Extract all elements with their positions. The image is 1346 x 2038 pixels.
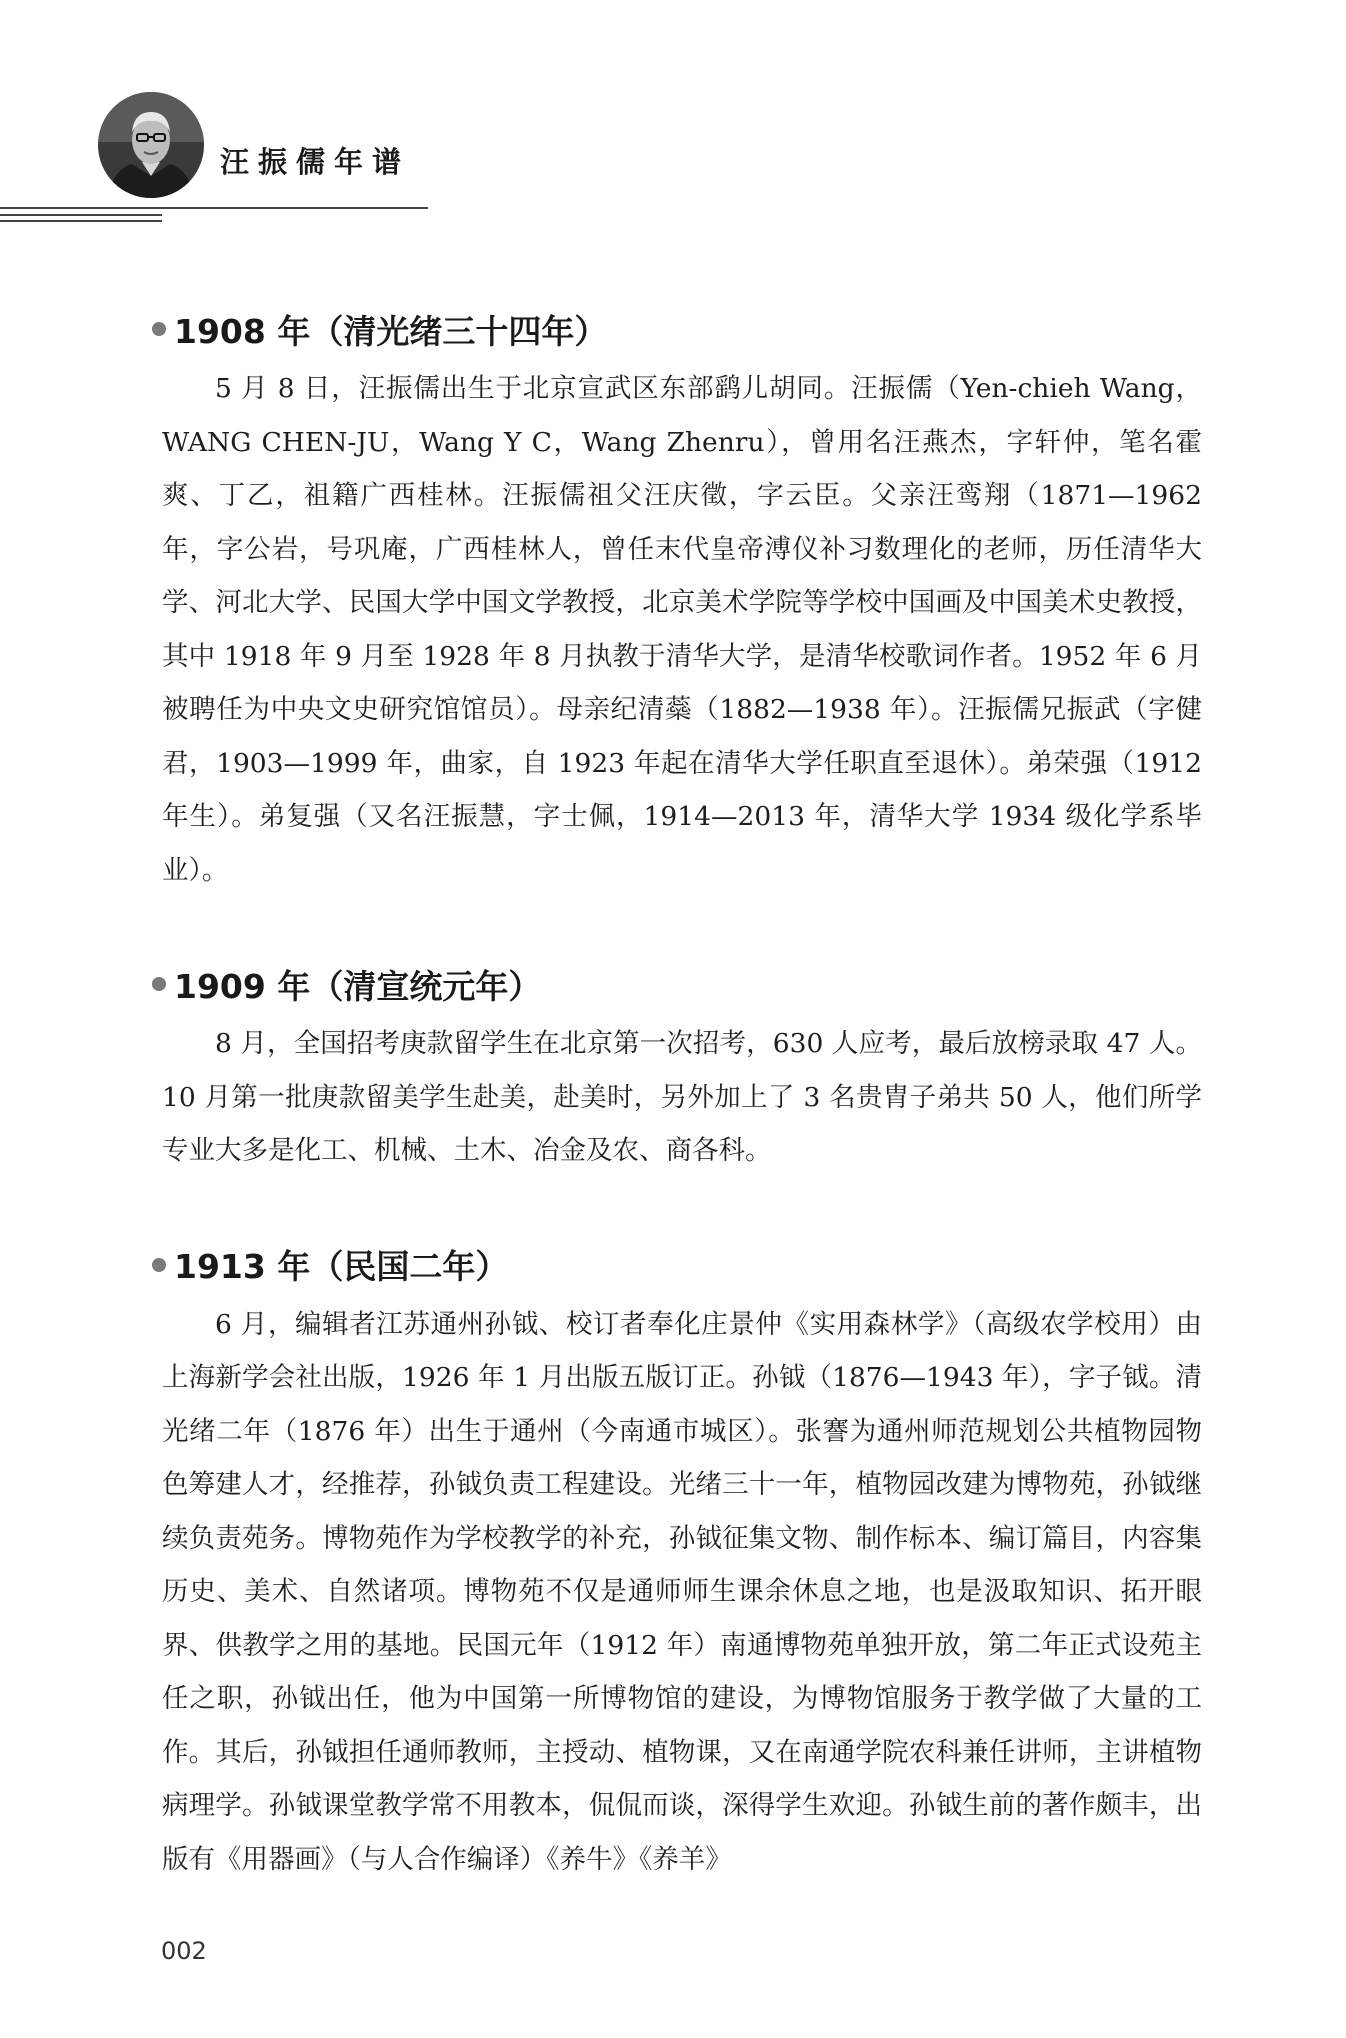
year-section-1913: [162, 1236, 1202, 1887]
year-heading-text: 1913 年（民国二年）: [174, 1247, 509, 1286]
section-paragraph: 6 月，编辑者江苏通州孙钺、校订者奉化庄景仲《实用森林学》（高级农学校用）由上海新学会社出版，1926 年 1 月出版五版订正。孙钺（1876—1943 年），字子钺。清光绪二年（1876 年）出生于通州（今南通市城区）。张謇为通州师范规划公共植物园物色筹建人才，经推荐，孙钺负责工程建设。光绪三十一年，植物园改建为博物苑，孙钺继续负责苑务。博物苑作为学校教学的补充，孙钺征集文物、制作标本、编订篇目，内容集历史、美术、自然诸项。博物苑不仅是通师师生课余休息之地，也是汲取知识、拓开眼界、供教学之用的基地。民国元年（1912 年）南通博物苑单独开放，第二年正式设苑主任之职，孙钺出任，他为中国第一所博物馆的建设，为博物馆服务于教学做了大量的工作。其后，孙钺担任通师教师，主授动、植物课，又在南通学院农科兼任讲师，主讲植物病理学。孙钺课堂教学常不用教本，侃侃而谈，深得学生欢迎。孙钺生前的著作颇丰，出版有《用器画》（与人合作编译）《养牛》《养羊》: [162, 1308, 1202, 1875]
page-body: [162, 300, 1202, 1944]
year-section-1908: [162, 300, 1202, 897]
header-rule: [0, 207, 428, 209]
portrait-photo-icon: [98, 92, 204, 198]
year-heading-text: 1908 年（清光绪三十四年）: [174, 311, 608, 351]
section-paragraph: 5 月 8 日，汪振儒出生于北京宣武区东部鹞儿胡同。汪振儒（Yen-chieh Wang，WANG CHEN-JU，Wang Y C，Wang Zhenru），曾用名汪燕杰，字轩仲，笔名霍爽、丁乙，祖籍广西桂林。汪振儒祖父汪庆徵，字云臣。父亲汪鸾翔（1871—1962 年，字公岩，号巩庵，广西桂林人，曾任末代皇帝溥仪补习数理化的老师，历任清华大学、河北大学、民国大学中国文学教授，北京美术学院等学校中国画及中国美术史教授，其中 1918 年 9 月至 1928 年 8 月执教于清华大学，是清华校歌词作者。1952 年 6 月被聘任为中央文史研究馆馆员）。母亲纪清蘂（1882—1938 年）。汪振儒兄振武（字健君，1903—1999 年，曲家，自 1923 年起在清华大学任职直至退休）。弟荣强（1912 年生）。弟复强（又名汪振慧，字士佩，1914—2013 年，清华大学 1934 级化学系毕业）。: [162, 373, 1202, 886]
year-heading-text: 1909 年（清宣统元年）: [174, 966, 542, 1006]
bullet-icon: [152, 977, 166, 991]
year-heading: [152, 1236, 1202, 1294]
year-heading: [152, 955, 1202, 1013]
bullet-icon: [152, 322, 166, 336]
running-title: 汪振儒年谱: [220, 145, 411, 179]
year-section-1909: [162, 955, 1202, 1178]
header-rule: [0, 214, 162, 216]
page-number: 002: [161, 1937, 207, 1965]
year-heading: [152, 300, 1202, 358]
page-header: [0, 0, 1346, 230]
bullet-icon: [152, 1258, 166, 1272]
header-rule: [0, 220, 162, 222]
section-paragraph: 8 月，全国招考庚款留学生在北京第一次招考，630 人应考，最后放榜录取 47 人。10 月第一批庚款留美学生赴美，赴美时，另外加上了 3 名贵胄子弟共 50 人，他们所学专业大多是化工、机械、土木、冶金及农、商各科。: [162, 1028, 1202, 1166]
